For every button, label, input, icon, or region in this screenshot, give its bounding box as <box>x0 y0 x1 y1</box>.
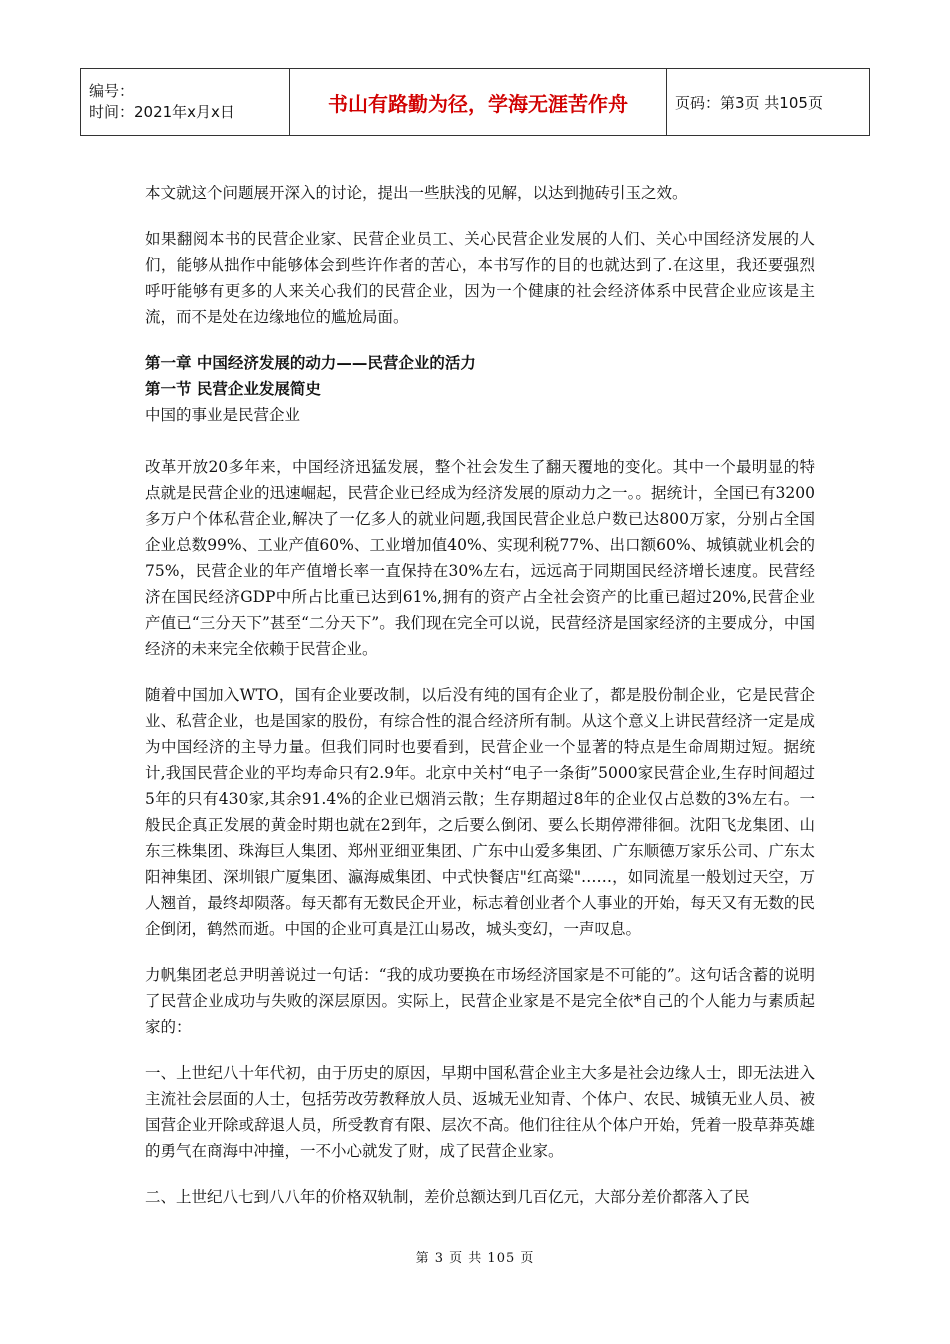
document-body <box>145 180 815 1230</box>
paragraph-wto: 随着中国加入WTO，国有企业要改制，以后没有纯的国有企业了，都是股份制企业，它是民营企业、私营企业，也是国家的股份，有综合性的混合经济所有制。从这个意义上讲民营经济一定是成为中国经济的主导力量。但我们同时也要看到，民营企业一个显著的特点是生命周期过短。据统计,我国民营企业的平均寿命只有2.9年。北京中关村“电子一条街”5000家民营企业,生存时间超过5年的只有430家,其余91.4%的企业已烟消云散；生存期超过8年的企业仅占总数的3%左右。一般民企真正发展的黄金时期也就在2到年，之后要么倒闭、要么长期停滞徘徊。沈阳飞龙集团、山东三株集团、珠海巨人集团、郑州亚细亚集团、广东中山爱多集团、广东顺德万家乐公司、广东太阳神集团、深圳银广厦集团、瀛海威集团、中式快餐店"红高粱"……，如同流星一般划过天空，万人翘首，最终却陨落。每天都有无数民企开业，标志着创业者个人事业的开始，每天又有无数的民企倒闭，鹤然而逝。中国的企业可真是江山易改，城头变幻，一声叹息。 <box>145 686 815 938</box>
paragraph-two: 二、上世纪八七到八八年的价格双轨制，差价总额达到几百亿元，大部分差价都落入了民 <box>145 1188 750 1206</box>
subheading: 中国的事业是民营企业 <box>145 406 301 424</box>
paragraph-reform: 改革开放20多年来，中国经济迅猛发展，整个社会发生了翻天覆地的变化。其中一个最明显的特点就是民营企业的迅速崛起，民营企业已经成为经济发展的原动力之一。。据统计，全国已有3200多万户个体私营企业,解决了一亿多人的就业问题,我国民营企业总户数已达800万家，分别占全国企业总数99%、工业产值60%、工业增加值40%、实现利税77%、出口额60%、城镇就业机会的75%，民营企业的年产值增长率一直保持在30%左右，远远高于同期国民经济增长速度。民营经济在国民经济GDP中所占比重已达到61%,拥有的资产占全社会资产的比重已超过20%,民营企业产值已“三分天下”甚至“二分天下”。我们现在完全可以说，民营经济是国家经济的主要成分，中国经济的未来完全依赖于民营企业。 <box>145 458 815 658</box>
paragraph-one: 一、上世纪八十年代初，由于历史的原因，早期中国私营企业主大多是社会边缘人士，即无法进入主流社会层面的人士，包括劳改劳教释放人员、返城无业知青、个体户、农民、城镇无业人员、被国营企业开除或辞退人员，所受教育有限、层次不高。他们往往从个体户开始，凭着一股草莽英雄的勇气在商海中冲撞，一不小心就发了财，成了民营企业家。 <box>145 1064 815 1160</box>
date-line: 时间：2021年x月x日 <box>89 103 235 121</box>
header-table <box>80 68 870 136</box>
page-info: 页码：第3页 共105页 <box>667 69 870 136</box>
page-footer: 第 3 页 共 105 页 <box>415 1251 535 1266</box>
section-title: 第一节 民营企业发展简史 <box>145 380 321 398</box>
paragraph-lifan: 力帆集团老总尹明善说过一句话：“我的成功要换在市场经济国家是不可能的”。这句话含蓄的说明了民营企业成功与失败的深层原因。实际上，民营企业家是不是完全依*自己的个人能力与素质起家的： <box>145 966 815 1036</box>
paragraph-intro: 本文就这个问题展开深入的讨论，提出一些肤浅的见解，以达到抛砖引玉之效。 <box>145 184 688 202</box>
paragraph-hope: 如果翻阅本书的民营企业家、民营企业员工、关心民营企业发展的人们、关心中国经济发展的人们，能够从拙作中能够体会到些许作者的苦心，本书写作的目的也就达到了.在这里，我还要强烈呼吁能够有更多的人来关心我们的民营企业，因为一个健康的社会经济体系中民营企业应该是主流，而不是处在边缘地位的尴尬局面。 <box>145 230 815 326</box>
motto: 书山有路勤为径，学海无涯苦作舟 <box>290 69 667 136</box>
header-left-cell <box>81 69 290 136</box>
chapter-title: 第一章 中国经济发展的动力——民营企业的活力 <box>145 354 476 372</box>
serial-label: 编号： <box>89 82 135 100</box>
